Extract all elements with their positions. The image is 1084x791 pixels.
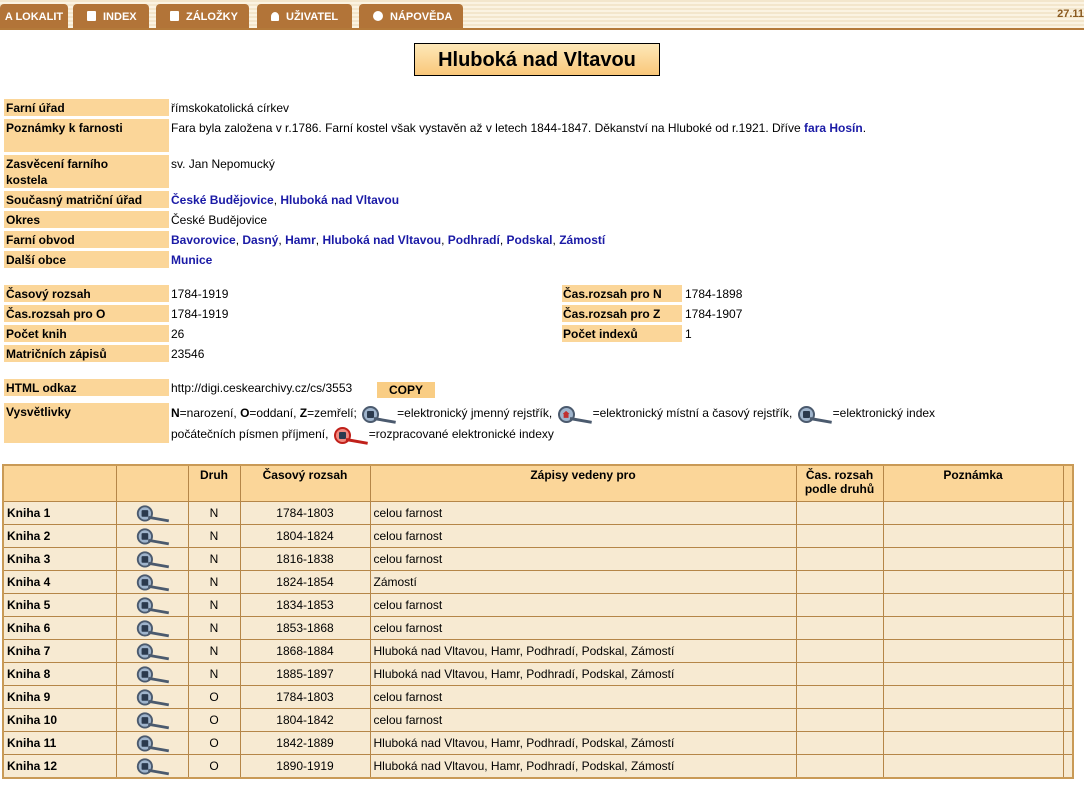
- book-druh: O: [188, 732, 240, 755]
- label-poznamky: Poznámky k farnosti: [4, 119, 134, 152]
- name-index-icon: [360, 405, 397, 423]
- table-row[interactable]: [3, 525, 1073, 548]
- book-index-cell[interactable]: [116, 502, 188, 525]
- book-poznamka: [883, 594, 1063, 617]
- book-rozsah-druhu: [796, 755, 883, 778]
- book-pad: [1063, 525, 1073, 548]
- table-row[interactable]: [3, 571, 1073, 594]
- book-zapisy: Hluboká nad Vltavou, Hamr, Podhradí, Podskal, Zámostí: [370, 663, 796, 686]
- book-druh: O: [188, 686, 240, 709]
- value-zasveceni: sv. Jan Nepomucký: [171, 157, 275, 171]
- label-zapisu: Matričních zápisů: [4, 345, 169, 362]
- label-farni-obvod: Farní obvod: [4, 231, 169, 248]
- book-zapisy: celou farnost: [370, 709, 796, 732]
- value-matricni-urad: České Budějovice, Hluboká nad Vltavou: [171, 193, 400, 207]
- link-hluboka-obvod[interactable]: Hluboká nad Vltavou: [322, 233, 442, 247]
- link-fara-hosin[interactable]: fara Hosín: [804, 121, 863, 135]
- header-zapisy: Zápisy vedeny pro: [370, 465, 796, 502]
- book-name[interactable]: Kniha 11: [3, 732, 116, 755]
- value-pocet-indexu: 1: [685, 327, 692, 341]
- label-okres: Okres: [4, 211, 169, 228]
- book-rozsah: 1842-1889: [240, 732, 370, 755]
- label-cas-z: Čas.rozsah pro Z: [562, 305, 682, 322]
- book-poznamka: [883, 617, 1063, 640]
- nav-underline: [0, 28, 1084, 30]
- book-name[interactable]: Kniha 5: [3, 594, 116, 617]
- book-zapisy: Hluboká nad Vltavou, Hamr, Podhradí, Podskal, Zámostí: [370, 755, 796, 778]
- book-druh: O: [188, 709, 240, 732]
- document-icon: [87, 11, 96, 21]
- link-podskal[interactable]: Podskal: [506, 233, 553, 247]
- tab-zalozky-label: ZÁLOŽKY: [186, 11, 238, 23]
- legend-o-key: O: [240, 406, 250, 420]
- legend-z-key: Z: [299, 406, 308, 420]
- book-zapisy: Zámostí: [370, 571, 796, 594]
- book-index-cell[interactable]: [116, 709, 188, 732]
- header-name: [3, 465, 116, 502]
- name-index-icon[interactable]: [134, 711, 169, 728]
- link-hluboka[interactable]: Hluboká nad Vltavou: [280, 193, 400, 207]
- book-rozsah: 1885-1897: [240, 663, 370, 686]
- header-poznamka: Poznámka: [883, 465, 1063, 502]
- book-rozsah-druhu: [796, 617, 883, 640]
- value-farni-urad: římskokatolická církev: [171, 101, 290, 115]
- book-index-cell[interactable]: [116, 640, 188, 663]
- name-index-icon[interactable]: [134, 527, 169, 544]
- book-poznamka: [883, 548, 1063, 571]
- name-index-icon[interactable]: [134, 642, 169, 659]
- tab-lokalit-label: A LOKALIT: [4, 11, 64, 23]
- label-vysvetlivky: Vysvětlivky: [4, 403, 169, 443]
- book-name[interactable]: Kniha 8: [3, 663, 116, 686]
- table-row[interactable]: [3, 594, 1073, 617]
- link-hamr[interactable]: Hamr: [285, 233, 316, 247]
- tab-napoveda-label: NÁPOVĚDA: [390, 11, 453, 23]
- book-poznamka: [883, 755, 1063, 778]
- book-druh: N: [188, 571, 240, 594]
- book-rozsah-druhu: [796, 640, 883, 663]
- link-munice[interactable]: Munice: [171, 253, 213, 267]
- book-poznamka: [883, 732, 1063, 755]
- book-rozsah-druhu: [796, 732, 883, 755]
- name-index-icon[interactable]: [134, 757, 169, 774]
- link-dasny[interactable]: Dasný: [242, 233, 279, 247]
- book-druh: N: [188, 502, 240, 525]
- book-pad: [1063, 709, 1073, 732]
- label-zasveceni: Zasvěcení farního kostela: [4, 155, 114, 188]
- legend-t1: =elektronický jmenný rejstřík,: [397, 406, 553, 420]
- value-cas-o: 1784-1919: [171, 307, 229, 321]
- book-name[interactable]: Kniha 10: [3, 709, 116, 732]
- book-rozsah-druhu: [796, 571, 883, 594]
- top-nav: [0, 0, 1084, 30]
- book-druh: N: [188, 548, 240, 571]
- value-okres: České Budějovice: [171, 213, 268, 227]
- book-zapisy: celou farnost: [370, 502, 796, 525]
- header-rozsah: Časový rozsah: [240, 465, 370, 502]
- book-name[interactable]: Kniha 4: [3, 571, 116, 594]
- tab-napoveda[interactable]: [359, 4, 463, 28]
- book-pad: [1063, 732, 1073, 755]
- table-row[interactable]: [3, 502, 1073, 525]
- label-dalsi-obce: Další obce: [4, 251, 169, 268]
- book-pad: [1063, 502, 1073, 525]
- legend-z-text: =zemřelí;: [307, 406, 357, 420]
- table-row[interactable]: [3, 686, 1073, 709]
- book-index-cell[interactable]: [116, 617, 188, 640]
- book-zapisy: celou farnost: [370, 548, 796, 571]
- book-druh: N: [188, 617, 240, 640]
- book-rozsah: 1834-1853: [240, 594, 370, 617]
- header-pad: [1063, 465, 1073, 502]
- book-name[interactable]: Kniha 12: [3, 755, 116, 778]
- book-rozsah: 1784-1803: [240, 502, 370, 525]
- book-rozsah: 1784-1803: [240, 686, 370, 709]
- tab-lokalit[interactable]: [0, 4, 68, 28]
- link-zamosti[interactable]: Zámostí: [559, 233, 606, 247]
- place-index-icon: [556, 405, 593, 423]
- draft-index-icon: [332, 426, 369, 444]
- value-cas-n: 1784-1898: [685, 287, 743, 301]
- page-title: Hluboká nad Vltavou: [414, 43, 660, 76]
- legend-n-text: =narození,: [179, 406, 237, 420]
- tab-zalozky[interactable]: [156, 4, 249, 28]
- table-row[interactable]: [3, 732, 1073, 755]
- book-pad: [1063, 663, 1073, 686]
- book-poznamka: [883, 663, 1063, 686]
- name-index-icon[interactable]: [134, 573, 169, 590]
- books-table: [2, 464, 1074, 779]
- book-rozsah: 1816-1838: [240, 548, 370, 571]
- book-pad: [1063, 686, 1073, 709]
- value-casovy-rozsah: 1784-1919: [171, 287, 229, 301]
- value-cas-z: 1784-1907: [685, 307, 743, 321]
- book-rozsah: 1804-1842: [240, 709, 370, 732]
- legend-o-text: =oddaní,: [249, 406, 297, 420]
- user-icon: [271, 12, 279, 21]
- label-cas-n: Čas.rozsah pro N: [562, 285, 682, 302]
- copy-button[interactable]: COPY: [377, 382, 435, 398]
- book-name[interactable]: Kniha 3: [3, 548, 116, 571]
- book-index-cell[interactable]: [116, 732, 188, 755]
- legend-t3b: počátečních písmen příjmení,: [171, 427, 329, 441]
- name-index-icon[interactable]: [134, 734, 169, 751]
- label-pocet-knih: Počet knih: [4, 325, 169, 342]
- book-index-cell[interactable]: [116, 525, 188, 548]
- books-body: [3, 502, 1073, 778]
- book-poznamka: [883, 709, 1063, 732]
- tab-index[interactable]: [73, 4, 149, 28]
- table-row[interactable]: [3, 640, 1073, 663]
- book-rozsah-druhu: [796, 663, 883, 686]
- label-html-odkaz: HTML odkaz: [4, 379, 169, 396]
- help-icon: [373, 11, 383, 21]
- value-pocet-knih: 26: [171, 327, 185, 341]
- book-poznamka: [883, 640, 1063, 663]
- value-zapisu: 23546: [171, 347, 205, 361]
- book-pad: [1063, 594, 1073, 617]
- label-farni-urad: Farní úřad: [4, 99, 169, 116]
- book-index-cell[interactable]: [116, 594, 188, 617]
- table-header-row: [3, 465, 1073, 502]
- book-poznamka: [883, 571, 1063, 594]
- label-poznamky-fill: [134, 119, 169, 152]
- table-row[interactable]: [3, 755, 1073, 778]
- label-matricni-urad: Současný matriční úřad: [4, 191, 169, 208]
- book-druh: N: [188, 663, 240, 686]
- az-index-icon: [796, 405, 833, 423]
- book-name[interactable]: Kniha 6: [3, 617, 116, 640]
- book-rozsah-druhu: [796, 525, 883, 548]
- book-zapisy: celou farnost: [370, 617, 796, 640]
- table-row[interactable]: [3, 709, 1073, 732]
- label-cas-o: Čas.rozsah pro O: [4, 305, 169, 322]
- book-index-cell[interactable]: [116, 571, 188, 594]
- book-rozsah-druhu: [796, 686, 883, 709]
- book-rozsah: 1824-1854: [240, 571, 370, 594]
- book-poznamka: [883, 686, 1063, 709]
- book-druh: N: [188, 525, 240, 548]
- poznamky-after: .: [862, 121, 867, 135]
- book-pad: [1063, 755, 1073, 778]
- name-index-icon[interactable]: [134, 596, 169, 613]
- book-rozsah-druhu: [796, 548, 883, 571]
- book-zapisy: Hluboká nad Vltavou, Hamr, Podhradí, Podskal, Zámostí: [370, 640, 796, 663]
- book-name[interactable]: Kniha 2: [3, 525, 116, 548]
- book-rozsah: 1804-1824: [240, 525, 370, 548]
- name-index-icon[interactable]: [134, 619, 169, 636]
- link-podhradi[interactable]: Podhradí: [447, 233, 500, 247]
- book-name[interactable]: Kniha 7: [3, 640, 116, 663]
- legend-t4: =rozpracované elektronické indexy: [368, 427, 554, 441]
- book-rozsah: 1868-1884: [240, 640, 370, 663]
- link-ceske-budejovice[interactable]: České Budějovice: [171, 193, 274, 207]
- book-name[interactable]: Kniha 9: [3, 686, 116, 709]
- legend-text: [171, 403, 1021, 445]
- header-druh: Druh: [188, 465, 240, 502]
- value-dalsi-obce: [171, 252, 212, 268]
- name-index-icon[interactable]: [134, 550, 169, 567]
- tab-uzivatel[interactable]: [257, 4, 352, 28]
- label-zasveceni-fill: [114, 155, 169, 188]
- name-index-icon[interactable]: [134, 665, 169, 682]
- book-pad: [1063, 548, 1073, 571]
- book-rozsah-druhu: [796, 594, 883, 617]
- book-rozsah: 1853-1868: [240, 617, 370, 640]
- book-druh: N: [188, 640, 240, 663]
- book-name[interactable]: Kniha 1: [3, 502, 116, 525]
- book-rozsah: 1890-1919: [240, 755, 370, 778]
- book-pad: [1063, 571, 1073, 594]
- book-druh: O: [188, 755, 240, 778]
- tab-uzivatel-label: UŽIVATEL: [286, 11, 339, 23]
- table-row[interactable]: [3, 548, 1073, 571]
- book-index-cell[interactable]: [116, 755, 188, 778]
- book-rozsah-druhu: [796, 502, 883, 525]
- book-rozsah-druhu: [796, 709, 883, 732]
- name-index-icon[interactable]: [134, 688, 169, 705]
- value-farni-obvod: Bavorovice, Dasný, Hamr, Hluboká nad Vltavou, Podhradí, Podskal, Zámostí: [171, 233, 606, 247]
- table-row[interactable]: [3, 663, 1073, 686]
- book-index-cell[interactable]: [116, 663, 188, 686]
- book-pad: [1063, 640, 1073, 663]
- book-poznamka: [883, 502, 1063, 525]
- book-zapisy: Hluboká nad Vltavou, Hamr, Podhradí, Podskal, Zámostí: [370, 732, 796, 755]
- book-zapisy: celou farnost: [370, 594, 796, 617]
- name-index-icon[interactable]: [134, 504, 169, 521]
- value-html-odkaz: http://digi.ceskearchivy.cz/cs/3553: [171, 381, 353, 395]
- header-rozsah-druhu: Čas. rozsah podle druhů: [796, 465, 883, 502]
- tab-index-label: INDEX: [103, 11, 137, 23]
- legend-t3: =elektronický index: [832, 406, 936, 420]
- label-casovy-rozsah: Časový rozsah: [4, 285, 169, 302]
- poznamky-text: Fara byla založena v r.1786. Farní kostel však vystavěn až v letech 1844-1847. Děkanství na Hluboké od r.1921. Dříve: [171, 121, 801, 135]
- value-poznamky: [171, 120, 866, 136]
- table-row[interactable]: [3, 617, 1073, 640]
- date-label: 27.11: [1057, 8, 1084, 20]
- link-bavorovice[interactable]: Bavorovice: [171, 233, 236, 247]
- book-poznamka: [883, 525, 1063, 548]
- book-pad: [1063, 617, 1073, 640]
- legend-t2: =elektronický místní a časový rejstřík,: [592, 406, 793, 420]
- book-zapisy: celou farnost: [370, 686, 796, 709]
- book-index-cell[interactable]: [116, 548, 188, 571]
- book-index-cell[interactable]: [116, 686, 188, 709]
- label-pocet-indexu: Počet indexů: [562, 325, 682, 342]
- book-zapisy: celou farnost: [370, 525, 796, 548]
- book-druh: N: [188, 594, 240, 617]
- header-icon: [116, 465, 188, 502]
- legend-n-key: N: [171, 406, 180, 420]
- bookmark-icon: [170, 11, 179, 21]
